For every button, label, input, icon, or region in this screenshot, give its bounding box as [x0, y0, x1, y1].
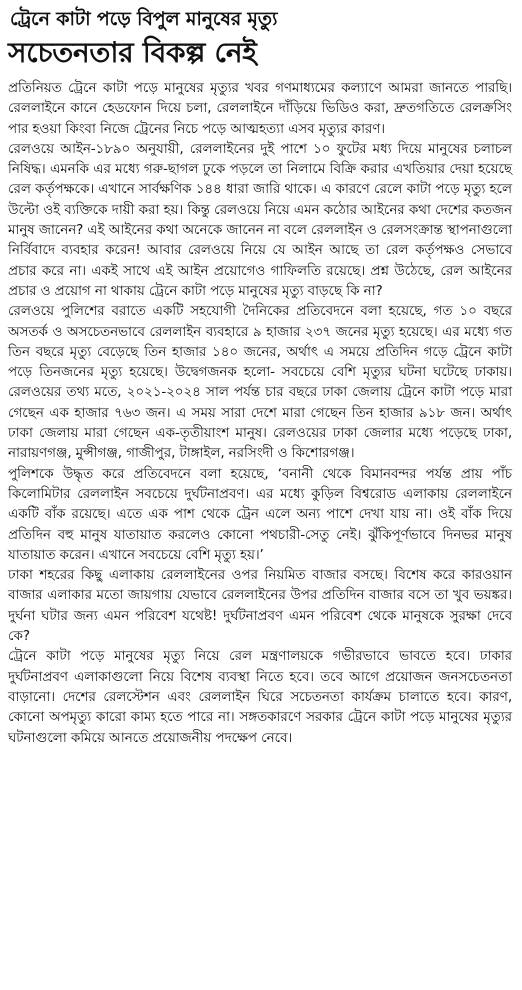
article-kicker: ট্রেনে কাটা পড়ে বিপুল মানুষের মৃত্যু	[10, 8, 278, 30]
article-headline: সচেতনতার বিকল্প নেই	[8, 36, 257, 69]
article-paragraph: প্রতিনিয়ত ট্রেনে কাটা পড়ে মানুষের মৃত্যুর খবর গণমাধ্যমের কল্যাণে আমরা জানতে পারছি। রেললাইনে কানে হেডফোন দিয়ে চলা, রেললাইনে দাঁড়িয়ে ভিডিও করা, দ্রুতগতিতে রেলক্রসিং পার হওয়া কিংবা নিজে ট্রেনের নিচে পড়ে আত্মহত্যা এসব মৃত্যুর কারণ।	[8, 80, 512, 137]
article-body	[8, 78, 512, 748]
article-paragraph: ঢাকা শহরের কিছু এলাকায় রেললাইনের ওপর নিয়মিত বাজার বসছে। বিশেষ করে কারওয়ান বাজার এলাকার মতো জায়গায় যেভাবে রেললাইনের উপর প্রতিদিন বাজার বসে তা খুব ভয়ঙ্কর। দুর্ঘনা ঘটার জন্য এমন পরিবেশ যথেষ্ট! দুর্ঘটনাপ্রবণ এমন পরিবেশ থেকে মানুষকে সুরক্ষা দেবে কে?	[8, 567, 512, 645]
article-paragraph: রেলওয়ে আইন-১৮৯০ অনুযায়ী, রেললাইনের দুই পাশে ১০ ফুটের মধ্য দিয়ে মানুষের চলাচল নিষিদ্ধ। এমনকি এর মধ্যে গরু-ছাগল ঢুকে পড়লে তা নিলামে বিক্রি করার এখতিয়ার দেয়া হয়েছে রেল কর্তৃপক্ষকে। এখানে সার্বক্ষণিক ১৪৪ ধারা জারি থাকে। এ কারণে রেলে কাটা পড়ে মৃত্যু হলে উল্টো ওই ব্যক্তিকে দায়ী করা হয়। কিন্তু রেলওয়ে নিয়ে এমন কঠোর আইনের কথা দেশের কতজন মানুষ জানেন? এই আইনের কথা অনেকে জানেন না বলে রেললাইন ও রেলসংক্রান্ত স্থাপনাগুলো নির্বিবাদে ব্যবহার করেন! আবার রেলওয়ে নিয়ে যে আইন আছে তা রেল কর্তৃপক্ষও সেভাবে প্রচার করে না। একই সাথে এই আইন প্রয়োগেও গাফিলতি রয়েছে। প্রশ্ন উঠেছে, রেল আইনের প্রচার ও প্রয়োগ না থাকায় ট্রেনে কাটা পড়ে মানুষের মৃত্যু বাড়ছে কি না?	[8, 140, 512, 299]
article-paragraph: রেলওয়ে পুলিশের বরাতে একটি সহযোগী দৈনিকের প্রতিবেদনে বলা হয়েছে, গত ১০ বছরে অসতর্ক ও অসচেতনভাবে রেললাইন ব্যবহারে ৯ হাজার ২৩৭ জনের মৃত্যু হয়েছে। এর মধ্যে গত তিন বছরে মৃত্যু বেড়েছে তিন হাজার ১৪০ জনের, অর্থাৎ এ সময়ে প্রতিদিন গড়ে ট্রেনে কাটা পড়ে তিনজনের মৃত্যু হয়েছে। উদ্বেগজনক হলো- সবচেয়ে বেশি মৃত্যুর ঘটনা ঘটেছে ঢাকায়। রেলওয়ের তথ্য মতে, ২০২১-২০২৪ সাল পর্যন্ত চার বছরে ঢাকা জেলায় ট্রেনে কাটা পড়ে মারা গেছেন এক হাজার ৭৬৩ জন। এ সময় সারা দেশে মারা গেছেন তিন হাজার ৯১৮ জন। অর্থাৎ ঢাকা জেলায় মারা গেছেন এক-তৃতীয়াংশ মানুষ। রেলওয়ের ঢাকা জেলার মধ্যে পড়েছে ঢাকা, নারায়ণগঞ্জ, মুন্সীগঞ্জ, গাজীপুর, টাঙ্গাইল, নরসিংদী ও কিশোরগঞ্জ।	[8, 303, 512, 462]
article-paragraph: ট্রেনে কাটা পড়ে মানুষের মৃত্যু নিয়ে রেল মন্ত্রণালয়কে গভীরভাবে ভাবতে হবে। ঢাকার দুর্ঘটনাপ্রবণ এলাকাগুলো নিয়ে বিশেষ ব্যবস্থা নিতে হবে। তবে আগে প্রয়োজন জনসচেতনতা বাড়ানো। দেশের রেলস্টেশন এবং রেললাইন ঘিরে সচেতনতা কার্যক্রম চালাতে হবে। কারণ, কোনো অপমৃত্যু কারো কাম্য হতে পারে না। সঙ্গতকারণে সরকার ট্রেনে কাটা পড়ে মানুষের মৃত্যুর ঘটনাগুলো কমিয়ে আনতে প্রয়োজনীয় পদক্ষেপ নেবে।	[8, 648, 512, 746]
article-paragraph: পুলিশকে উদ্ধৃত করে প্রতিবেদনে বলা হয়েছে, ‘বনানী থেকে বিমানবন্দর পর্যন্ত প্রায় পাঁচ কিলোমিটার রেললাইন সবচেয়ে দুর্ঘটনাপ্রবণ। এর মধ্যে কুড়িল বিশ্বরোড এলাকায় রেললাইনে একটি বাঁক রয়েছে। এতে এক পাশ থেকে ট্রেন এলে অন্য পাশে দেখা যায় না। ওই বাঁক দিয়ে প্রতিদিন বহু মানুষ যাতায়াত করলেও কোনো পথচারী-সেতু নেই। ঝুঁকিপূর্ণভাবে দিনভর মানুষ যাতায়াত করেন। এখানে সবচেয়ে বেশি মৃত্যু হয়।’	[8, 465, 512, 563]
